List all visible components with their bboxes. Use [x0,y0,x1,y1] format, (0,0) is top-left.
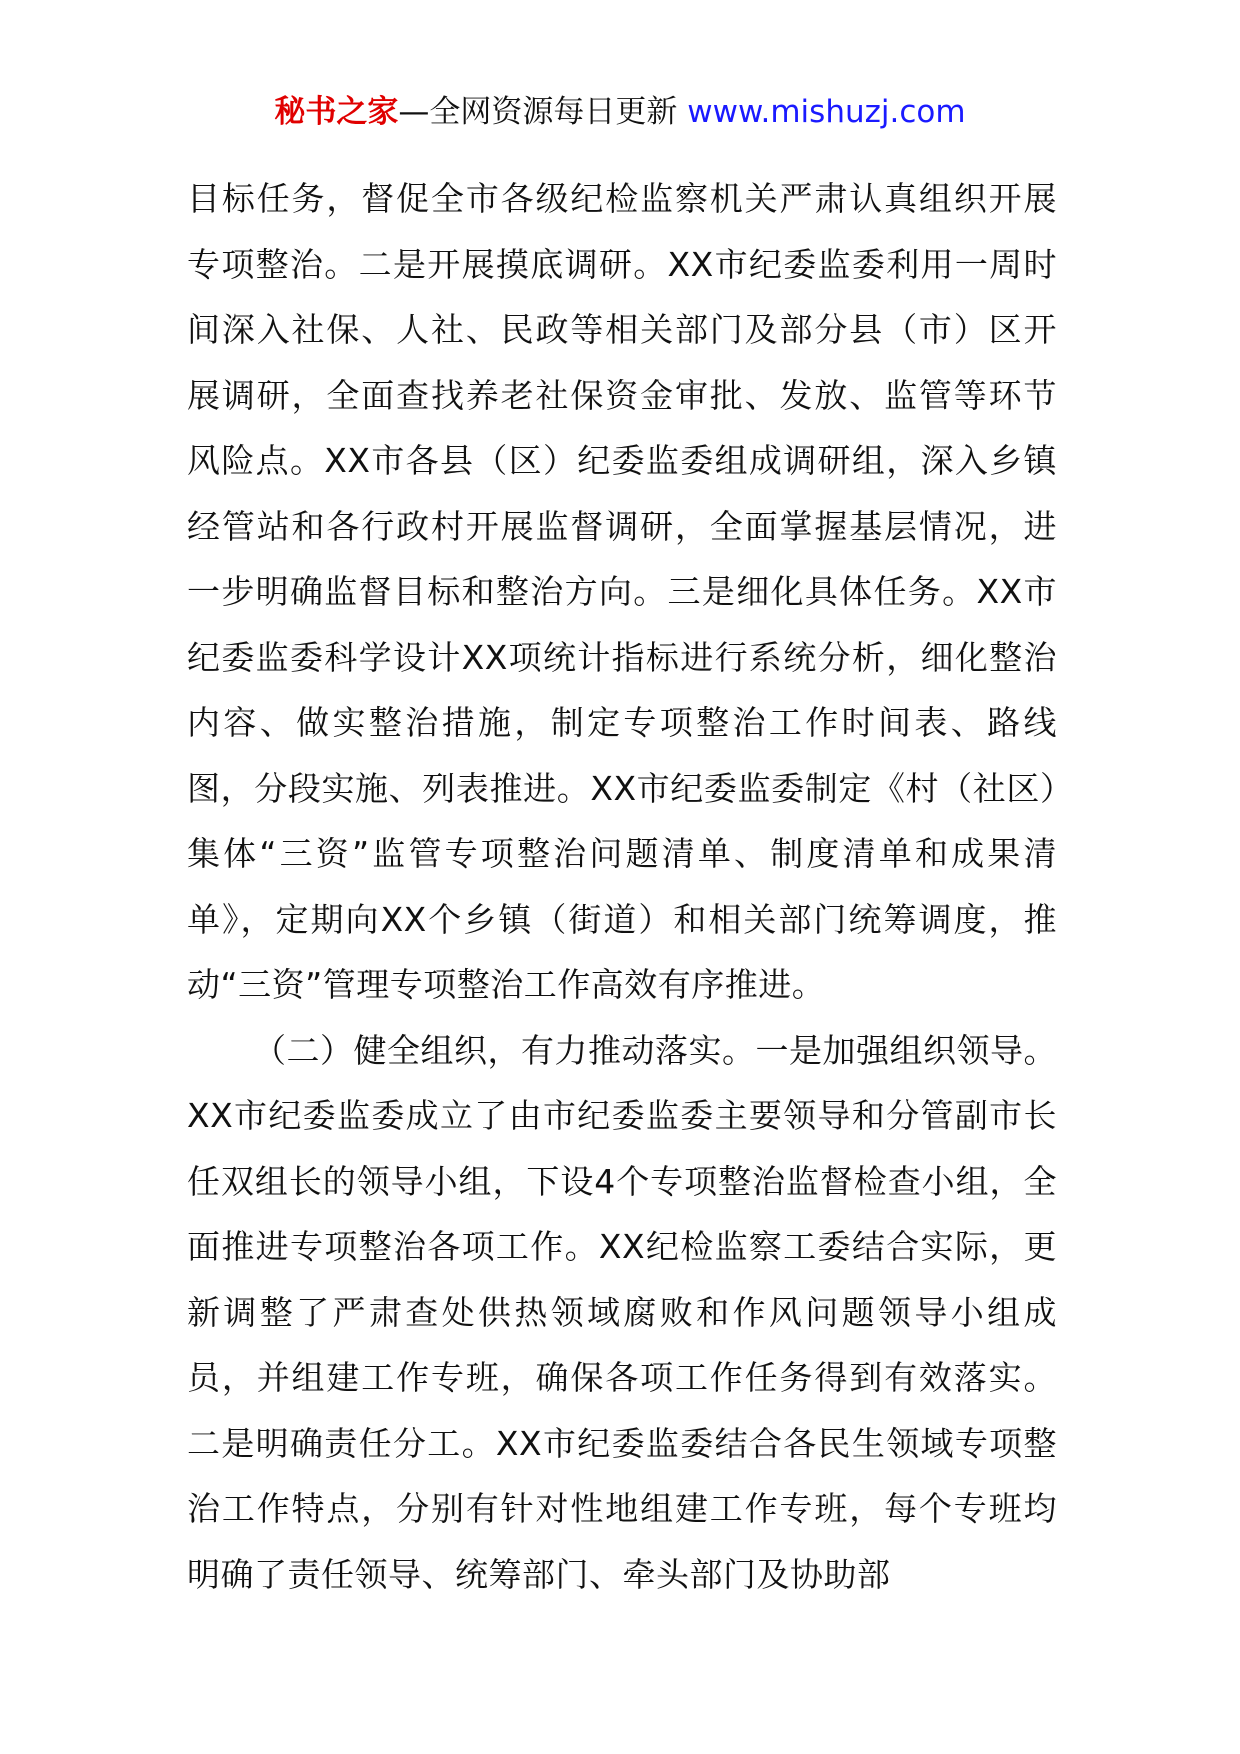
paragraph: （二）健全组织，有力推动落实。一是加强组织领导。XX市纪委监委成立了由市纪委监委主要领导和分管副市长任双组长的领导小组，下设4个专项整治监督检查小组，全面推进专项整治各项工作。XX纪检监察工委结合实际，更新调整了严肃查处供热领域腐败和作风问题领导小组成员，并组建工作专班，确保各项工作任务得到有效落实。二是明确责任分工。XX市纪委监委结合各民生领域专项整治工作特点，分别有针对性地组建工作专班，每个专班均明确了责任领导、统筹部门、牵头部门及协助部 [187,1030,1057,1594]
document-body [187,166,1057,1607]
paragraph: 目标任务，督促全市各级纪检监察机关严肃认真组织开展专项整治。二是开展摸底调研。XX市纪委监委利用一周时间深入社保、人社、民政等相关部门及部分县（市）区开展调研，全面查找养老社保资金审批、发放、监管等环节风险点。XX市各县（区）纪委监委组成调研组，深入乡镇经管站和各行政村开展监督调研，全面掌握基层情况，进一步明确监督目标和整治方向。三是细化具体任务。XX市纪委监委科学设计XX项统计指标进行系统分析，细化整治内容、做实整治措施，制定专项整治工作时间表、路线图，分段实施、列表推进。XX市纪委监委制定《村（社区）集体“三资”监管专项整治问题清单、制度清单和成果清单》，定期向XX个乡镇（街道）和相关部门统筹调度，推动“三资”管理专项整治工作高效有序推进。 [187,179,1057,1004]
brand-name: 秘书之家 [274,94,399,130]
header-slogan: —全网资源每日更新 [398,94,688,130]
website-link[interactable]: www.mishuzj.com [687,94,966,130]
site-header [0,92,1240,132]
